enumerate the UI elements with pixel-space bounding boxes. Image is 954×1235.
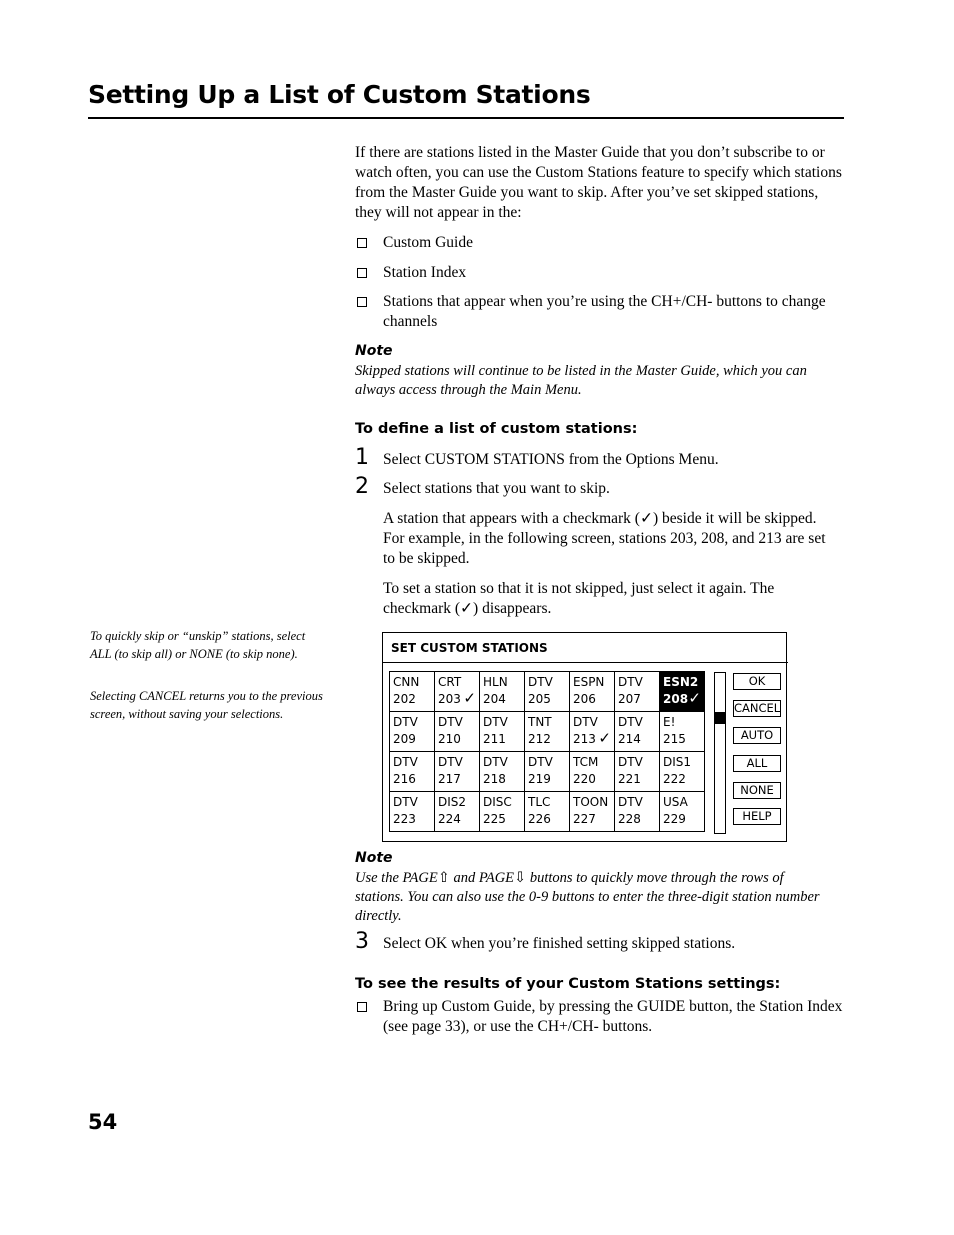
step2-paragraph-2: To set a station so that it is not skipped, just select it again. The checkmark (✓) disappears. xyxy=(383,580,775,617)
station-number: 208 xyxy=(663,692,689,706)
station-name: ESN2 xyxy=(663,675,699,689)
screen-title: SET CUSTOM STATIONS xyxy=(391,641,548,655)
station-row xyxy=(390,712,705,752)
station-number: 202 xyxy=(393,692,416,706)
page-title: Setting Up a List of Custom Stations xyxy=(88,80,591,109)
station-name: DTV xyxy=(483,715,508,729)
station-cell[interactable] xyxy=(435,712,480,752)
intro-paragraph: If there are stations listed in the Master Guide that you don’t subscribe to or watch often, you can use the Custom Stations feature to specify which stations from the Master Guide you want to skip. After you’ve set skipped stations, they will not appear in the: xyxy=(355,144,842,221)
checkmark-icon: ✓ xyxy=(598,729,611,747)
station-cell[interactable] xyxy=(570,792,615,832)
station-number: 215 xyxy=(663,732,686,746)
help-button[interactable]: HELP xyxy=(733,808,781,825)
station-name: DTV xyxy=(438,715,463,729)
station-name: DTV xyxy=(618,675,643,689)
station-cell[interactable] xyxy=(390,712,435,752)
title-rule xyxy=(88,117,844,119)
station-cell[interactable] xyxy=(615,792,660,832)
station-name: DTV xyxy=(528,675,553,689)
station-cell[interactable] xyxy=(615,672,660,712)
station-name: DTV xyxy=(528,755,553,769)
checkbox-bullet-icon xyxy=(357,238,367,248)
station-cell[interactable] xyxy=(570,712,615,752)
station-cell[interactable] xyxy=(435,792,480,832)
station-number: 227 xyxy=(573,812,596,826)
station-cell[interactable] xyxy=(615,752,660,792)
station-cell[interactable] xyxy=(480,672,525,712)
station-cell[interactable] xyxy=(480,792,525,832)
station-name: DTV xyxy=(393,715,418,729)
station-name: TLC xyxy=(528,795,551,809)
station-number: 214 xyxy=(618,732,641,746)
station-name: DTV xyxy=(393,755,418,769)
cancel-button[interactable]: CANCEL xyxy=(734,701,781,715)
results-bullet xyxy=(355,997,845,1039)
station-cell[interactable] xyxy=(525,752,570,792)
set-custom-stations-screen xyxy=(382,632,787,842)
bullet-text: Custom Guide xyxy=(383,234,473,251)
station-name: DTV xyxy=(618,715,643,729)
section-heading-define: To define a list of custom stations: xyxy=(355,421,638,437)
station-row xyxy=(390,752,705,792)
ok-button[interactable]: OK xyxy=(733,673,781,690)
station-number: 222 xyxy=(663,772,686,786)
station-number: 207 xyxy=(618,692,641,706)
station-name: CRT xyxy=(438,675,462,689)
checkmark-icon: ✓ xyxy=(460,600,474,617)
station-cell[interactable] xyxy=(435,672,480,712)
station-cell[interactable] xyxy=(390,752,435,792)
page-up-arrow-icon: ⇧ xyxy=(437,870,450,886)
station-number: 209 xyxy=(393,732,416,746)
section-heading-results: To see the results of your Custom Stations settings: xyxy=(355,976,781,992)
station-name: DTV xyxy=(393,795,418,809)
step-number-3: 3 xyxy=(355,929,369,954)
station-number: 223 xyxy=(393,812,416,826)
station-name: USA xyxy=(663,795,688,809)
station-cell[interactable] xyxy=(525,672,570,712)
checkmark-icon: ✓ xyxy=(463,689,476,707)
screen-title-divider xyxy=(383,662,788,663)
page-number: 54 xyxy=(88,1110,118,1134)
station-number: 211 xyxy=(483,732,506,746)
station-number: 217 xyxy=(438,772,461,786)
station-name: DTV xyxy=(618,755,643,769)
station-name: CNN xyxy=(393,675,420,689)
station-number: 213 xyxy=(573,732,596,746)
all-button[interactable]: ALL xyxy=(733,755,781,772)
station-number: 212 xyxy=(528,732,551,746)
station-cell[interactable] xyxy=(480,712,525,752)
bullet-text: Station Index xyxy=(383,264,467,281)
checkbox-bullet-icon xyxy=(357,297,367,307)
station-row xyxy=(390,672,705,712)
station-cell[interactable] xyxy=(570,672,615,712)
station-name: DTV xyxy=(618,795,643,809)
step-number-1: 1 xyxy=(355,445,369,470)
intro-bullet-3 xyxy=(355,292,845,334)
note-heading: Note xyxy=(355,343,393,359)
scrollbar-thumb[interactable] xyxy=(715,712,725,724)
station-cell[interactable] xyxy=(660,752,705,792)
station-cell[interactable] xyxy=(660,672,705,712)
bullet-text: Bring up Custom Guide, by pressing the GUIDE button, the Station Index (see page 33), or use the CH+/CH- buttons. xyxy=(383,998,843,1035)
station-name: ESPN xyxy=(573,675,605,689)
station-cell[interactable] xyxy=(525,792,570,832)
station-grid xyxy=(389,671,705,832)
station-number: 203 xyxy=(438,692,461,706)
auto-button[interactable]: AUTO xyxy=(733,727,781,744)
scrollbar[interactable] xyxy=(714,672,726,834)
station-cell[interactable] xyxy=(615,712,660,752)
station-cell[interactable] xyxy=(660,792,705,832)
note-heading: Note xyxy=(355,850,393,866)
station-number: 226 xyxy=(528,812,551,826)
station-number: 216 xyxy=(393,772,416,786)
station-name: DTV xyxy=(483,755,508,769)
note-text: Use the PAGE⇧ and PAGE⇩ buttons to quickly move through the rows of stations. You can also use the 0-9 buttons to enter the three-digit station number directly. xyxy=(355,870,820,924)
station-name: DISC xyxy=(483,795,512,809)
none-button[interactable]: NONE xyxy=(733,782,781,799)
step2-paragraph-1: A station that appears with a checkmark (✓) beside it will be skipped. For example, in the following screen, stations 203, 208, and 213 are set to be skipped. xyxy=(383,510,826,567)
station-number: 220 xyxy=(573,772,596,786)
station-number: 225 xyxy=(483,812,506,826)
side-note-2: Selecting CANCEL returns you to the previous screen, without saving your selections. xyxy=(90,689,323,721)
station-number: 221 xyxy=(618,772,641,786)
station-name: DTV xyxy=(438,755,463,769)
station-name: TCM xyxy=(573,755,599,769)
station-name: E! xyxy=(663,715,676,729)
station-row xyxy=(390,792,705,832)
station-number: 206 xyxy=(573,692,596,706)
station-cell[interactable] xyxy=(570,752,615,792)
step-number-2: 2 xyxy=(355,474,369,499)
station-number: 205 xyxy=(528,692,551,706)
step-text-1: Select CUSTOM STATIONS from the Options Menu. xyxy=(383,451,719,468)
page-down-arrow-icon: ⇩ xyxy=(514,870,527,886)
step-text-3: Select OK when you’re finished setting skipped stations. xyxy=(383,935,736,952)
checkmark-icon: ✓ xyxy=(688,689,701,707)
station-number: 210 xyxy=(438,732,461,746)
station-name: DTV xyxy=(573,715,598,729)
station-name: TNT xyxy=(528,715,552,729)
checkbox-bullet-icon xyxy=(357,268,367,278)
step-text-2: Select stations that you want to skip. xyxy=(383,480,610,497)
station-name: DIS2 xyxy=(438,795,467,809)
station-number: 229 xyxy=(663,812,686,826)
station-number: 204 xyxy=(483,692,506,706)
station-cell[interactable] xyxy=(390,672,435,712)
station-number: 218 xyxy=(483,772,506,786)
checkmark-icon: ✓ xyxy=(639,510,653,527)
station-cell[interactable] xyxy=(435,752,480,792)
bullet-text: Stations that appear when you’re using the CH+/CH- buttons to change channels xyxy=(383,293,826,330)
station-number: 224 xyxy=(438,812,461,826)
station-name: DIS1 xyxy=(663,755,692,769)
station-cell[interactable] xyxy=(525,712,570,752)
side-note-1: To quickly skip or “unskip” stations, select ALL (to skip all) or NONE (to skip none). xyxy=(90,629,306,661)
station-number: 228 xyxy=(618,812,641,826)
station-cell[interactable] xyxy=(660,712,705,752)
station-name: TOON xyxy=(573,795,609,809)
station-cell[interactable] xyxy=(480,752,525,792)
checkbox-bullet-icon xyxy=(357,1002,367,1012)
station-cell[interactable] xyxy=(390,792,435,832)
station-number: 219 xyxy=(528,772,551,786)
station-name: HLN xyxy=(483,675,508,689)
note-text: Skipped stations will continue to be listed in the Master Guide, which you can always access through the Main Menu. xyxy=(355,363,807,398)
